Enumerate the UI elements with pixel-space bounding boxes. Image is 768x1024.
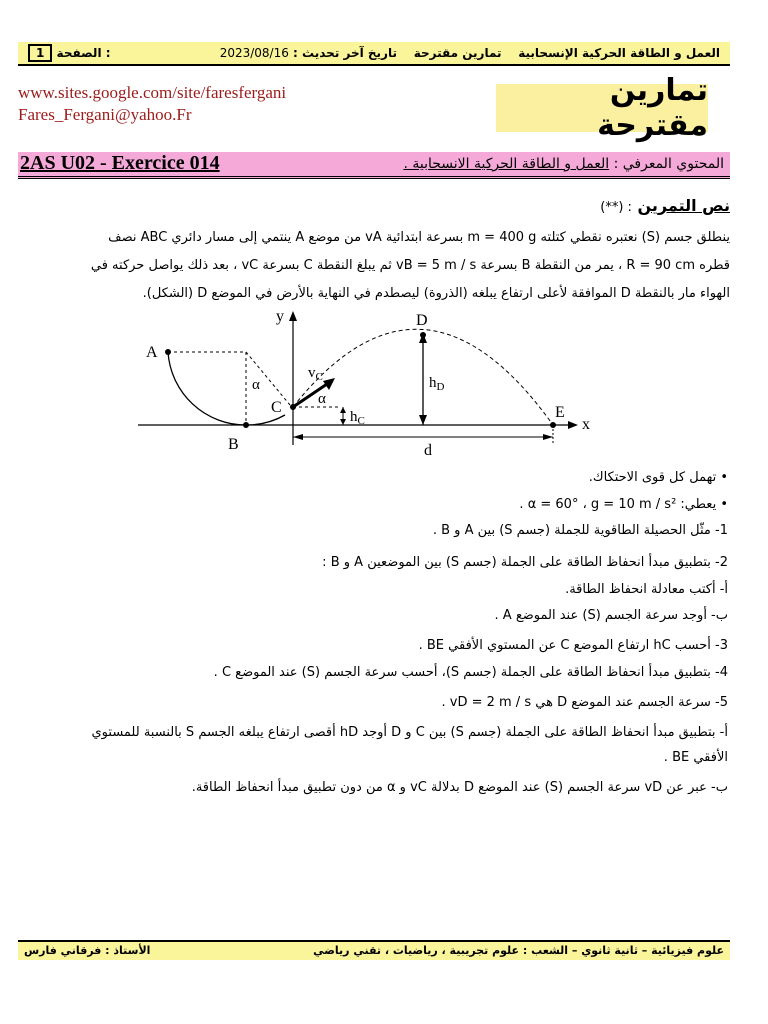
question-1: • تهمل كل قوى الاحتكاك. xyxy=(588,470,728,485)
label-e: E xyxy=(555,404,565,421)
exercise-band xyxy=(18,152,730,179)
header-topic: العمل و الطاقة الحركية الإنسحابية xyxy=(518,46,720,60)
difficulty-rating: : (**) xyxy=(600,200,632,215)
footer-teacher: الأستاذ : فرقاني فارس xyxy=(24,944,151,957)
header-band xyxy=(18,42,730,66)
label-alpha-arc: α xyxy=(252,377,260,393)
label-d: D xyxy=(416,312,428,329)
website-link[interactable]: www.sites.google.com/site/faresfergani xyxy=(18,83,287,102)
question-11: الأفقي BE . xyxy=(663,750,728,765)
x-axis-arrow xyxy=(568,421,578,429)
label-d-distance: d xyxy=(424,442,432,459)
label-a: A xyxy=(146,344,158,361)
question-5: أ- أكتب معادلة انحفاظ الطاقة. xyxy=(565,582,728,597)
point-b xyxy=(243,422,249,428)
label-hc: $h_C$ xyxy=(350,409,365,427)
statement-heading xyxy=(600,196,730,215)
label-alpha-launch: α xyxy=(318,391,326,407)
question-2: • يعطي: α = 60° ، g = 10 m / s² . xyxy=(519,497,728,512)
circular-path xyxy=(168,352,285,425)
statement-title: نص التمرين xyxy=(637,196,730,215)
header-section: تمارين مقترحة xyxy=(413,46,502,60)
footer-band xyxy=(18,940,730,960)
hc-arrow-bottom xyxy=(340,419,346,425)
page-title: تمارين مقترحة xyxy=(496,84,708,132)
header-info xyxy=(220,46,720,60)
question-7: 3- أحسب hC ارتفاع الموضع C عن المستوي الأفقي BE . xyxy=(418,638,728,653)
header-page-indicator xyxy=(22,44,111,62)
exercise-code: 2AS U02 - Exercice 014 xyxy=(20,152,220,174)
label-y: y xyxy=(276,308,284,325)
question-8: 4- بتطبيق مبدأ انحفاظ الطاقة على الجملة (جسم S)، أحسب سرعة الجسم (S) عند الموضع C . xyxy=(213,665,728,680)
trajectory-figure xyxy=(130,305,600,460)
statement-line-3: الهواء مار بالنقطة D الموافقة لأعلى ارتفاع يبلغه (الذروة) ليصطدم في النهاية بالأرض في الموضع D (الشكل). xyxy=(142,286,730,301)
question-9: 5- سرعة الجسم عند الموضع D هي vD = 2 m / s . xyxy=(441,695,728,710)
label-b: B xyxy=(228,436,239,453)
point-a xyxy=(165,349,171,355)
content-label: المحتوي المعرفي : xyxy=(613,156,724,172)
d-arrow-right xyxy=(543,434,553,440)
statement-line-1: ينطلق جسم (S) نعتبره نقطي كتلته m = 400 g بسرعة ابتدائية vA من موضع A ينتمي إلى مسار دائري ABC نصف xyxy=(108,230,730,245)
point-c xyxy=(290,404,296,410)
question-4: 2- بتطبيق مبدأ انحفاظ الطاقة على الجملة (جسم S) بين الموضعين A و B : xyxy=(322,555,728,570)
d-arrow-left xyxy=(293,434,303,440)
point-e xyxy=(550,422,556,428)
header-update-date: 2023/08/16 xyxy=(219,46,289,60)
label-vc: $v_C$ xyxy=(308,365,323,383)
header-page-number: 1 xyxy=(28,44,52,62)
header-update-label: تاريخ آخر تحديث : xyxy=(293,46,397,60)
statement-line-2: قطره R = 90 cm ، يمر من النقطة B بسرعة vB = 5 m / s ثم يبلغ النقطة C بسرعة vC ، بعد ذلك يواصل حركته في xyxy=(90,258,730,273)
question-10: أ- بتطبيق مبدأ انحفاظ الطاقة على الجملة (جسم S) بين C و D أوجد hD أقصى ارتفاع يبلغه الجسم S بالنسبة للمستوي xyxy=(91,725,728,740)
question-3: 1- مثّل الحصيلة الطاقوية للجملة (جسم S) بين A و B . xyxy=(432,523,728,538)
point-d xyxy=(420,332,426,338)
header-page-label: الصفحة : xyxy=(56,46,111,60)
question-6: ب- أوجد سرعة الجسم (S) عند الموضع A . xyxy=(494,608,728,623)
label-x: x xyxy=(582,416,590,433)
label-c: C xyxy=(271,399,282,416)
hc-arrow-top xyxy=(340,407,346,413)
label-hd: $h_D$ xyxy=(429,375,445,393)
question-12: ب- عبر عن vD سرعة الجسم (S) عند الموضع D بدلالة vC و α من دون تطبيق مبدأ انحفاظ الطاقة. xyxy=(191,780,728,795)
footer-subject: علوم فيزيائية – ثانية ثانوي – الشعب : علوم تجريبية ، رياضيات ، تقني رياضي xyxy=(313,944,724,957)
content-value: العمل و الطاقة الحركية الانسحابية . xyxy=(403,156,610,172)
y-axis-arrow xyxy=(289,311,297,321)
exercise-content xyxy=(403,156,724,172)
email-link[interactable]: Fares_Fergani@yahoo.Fr xyxy=(18,105,192,124)
contact-block xyxy=(18,82,286,126)
hd-arrow-bottom xyxy=(419,415,427,425)
